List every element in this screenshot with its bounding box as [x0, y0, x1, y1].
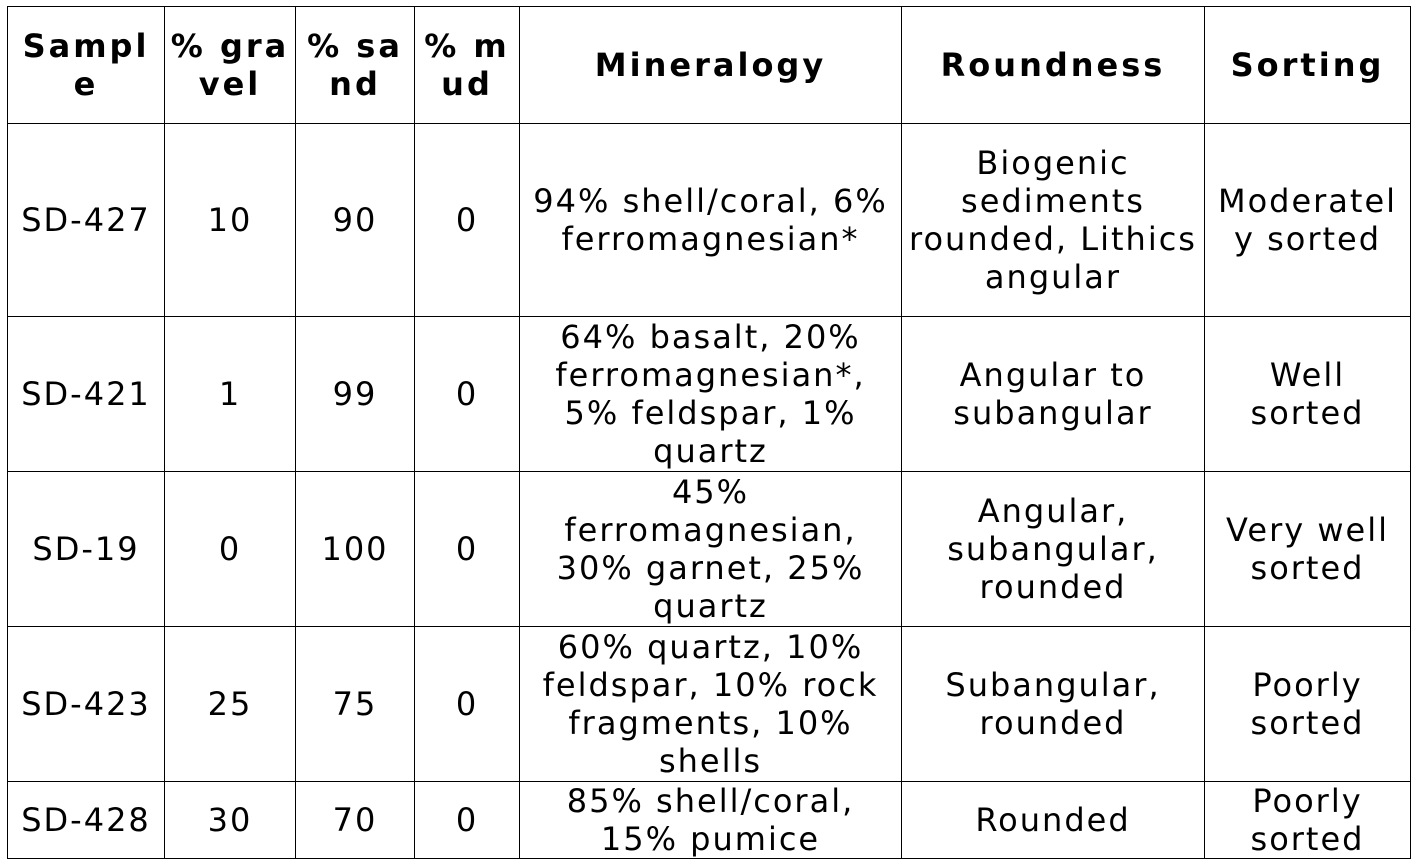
cell-roundness: Angular to subangular [902, 317, 1205, 472]
table-row [8, 317, 1411, 472]
table-row [8, 782, 1411, 859]
cell-sample: SD-423 [8, 627, 165, 782]
cell-sand: 99 [296, 317, 415, 472]
cell-sorting: Well sorted [1205, 317, 1411, 472]
cell-sample: SD-428 [8, 782, 165, 859]
header-sample: Sample [8, 7, 165, 124]
sediment-table [7, 6, 1411, 859]
table-row [8, 627, 1411, 782]
cell-sand: 70 [296, 782, 415, 859]
cell-sample: SD-19 [8, 472, 165, 627]
cell-gravel: 0 [165, 472, 296, 627]
cell-sorting: Poorly sorted [1205, 782, 1411, 859]
cell-mineralogy: 45% ferromagnesian, 30% garnet, 25% quartz [520, 472, 902, 627]
cell-mineralogy: 64% basalt, 20% ferromagnesian*, 5% feldspar, 1% quartz [520, 317, 902, 472]
header-gravel: % gravel [165, 7, 296, 124]
header-row [8, 7, 1411, 124]
table-row [8, 472, 1411, 627]
cell-roundness: Rounded [902, 782, 1205, 859]
header-mineralogy: Mineralogy [520, 7, 902, 124]
cell-sand: 75 [296, 627, 415, 782]
cell-mud: 0 [415, 124, 520, 317]
cell-gravel: 30 [165, 782, 296, 859]
header-sorting: Sorting [1205, 7, 1411, 124]
cell-gravel: 1 [165, 317, 296, 472]
cell-sorting: Very well sorted [1205, 472, 1411, 627]
cell-roundness: Angular, subangular, rounded [902, 472, 1205, 627]
cell-mud: 0 [415, 317, 520, 472]
header-roundness: Roundness [902, 7, 1205, 124]
cell-mud: 0 [415, 472, 520, 627]
cell-sorting: Poorly sorted [1205, 627, 1411, 782]
cell-roundness: Subangular, rounded [902, 627, 1205, 782]
cell-sand: 100 [296, 472, 415, 627]
cell-mineralogy: 94% shell/coral, 6% ferromagnesian* [520, 124, 902, 317]
table-row [8, 124, 1411, 317]
cell-sorting: Moderately sorted [1205, 124, 1411, 317]
cell-mud: 0 [415, 627, 520, 782]
cell-gravel: 25 [165, 627, 296, 782]
cell-mineralogy: 60% quartz, 10% feldspar, 10% rock fragments, 10% shells [520, 627, 902, 782]
header-mud: % mud [415, 7, 520, 124]
cell-sand: 90 [296, 124, 415, 317]
header-sand: % sand [296, 7, 415, 124]
cell-gravel: 10 [165, 124, 296, 317]
cell-mineralogy: 85% shell/coral, 15% pumice [520, 782, 902, 859]
cell-sample: SD-427 [8, 124, 165, 317]
table-header [8, 7, 1411, 124]
table-body [8, 124, 1411, 859]
cell-sample: SD-421 [8, 317, 165, 472]
cell-roundness: Biogenic sediments rounded, Lithics angular [902, 124, 1205, 317]
cell-mud: 0 [415, 782, 520, 859]
